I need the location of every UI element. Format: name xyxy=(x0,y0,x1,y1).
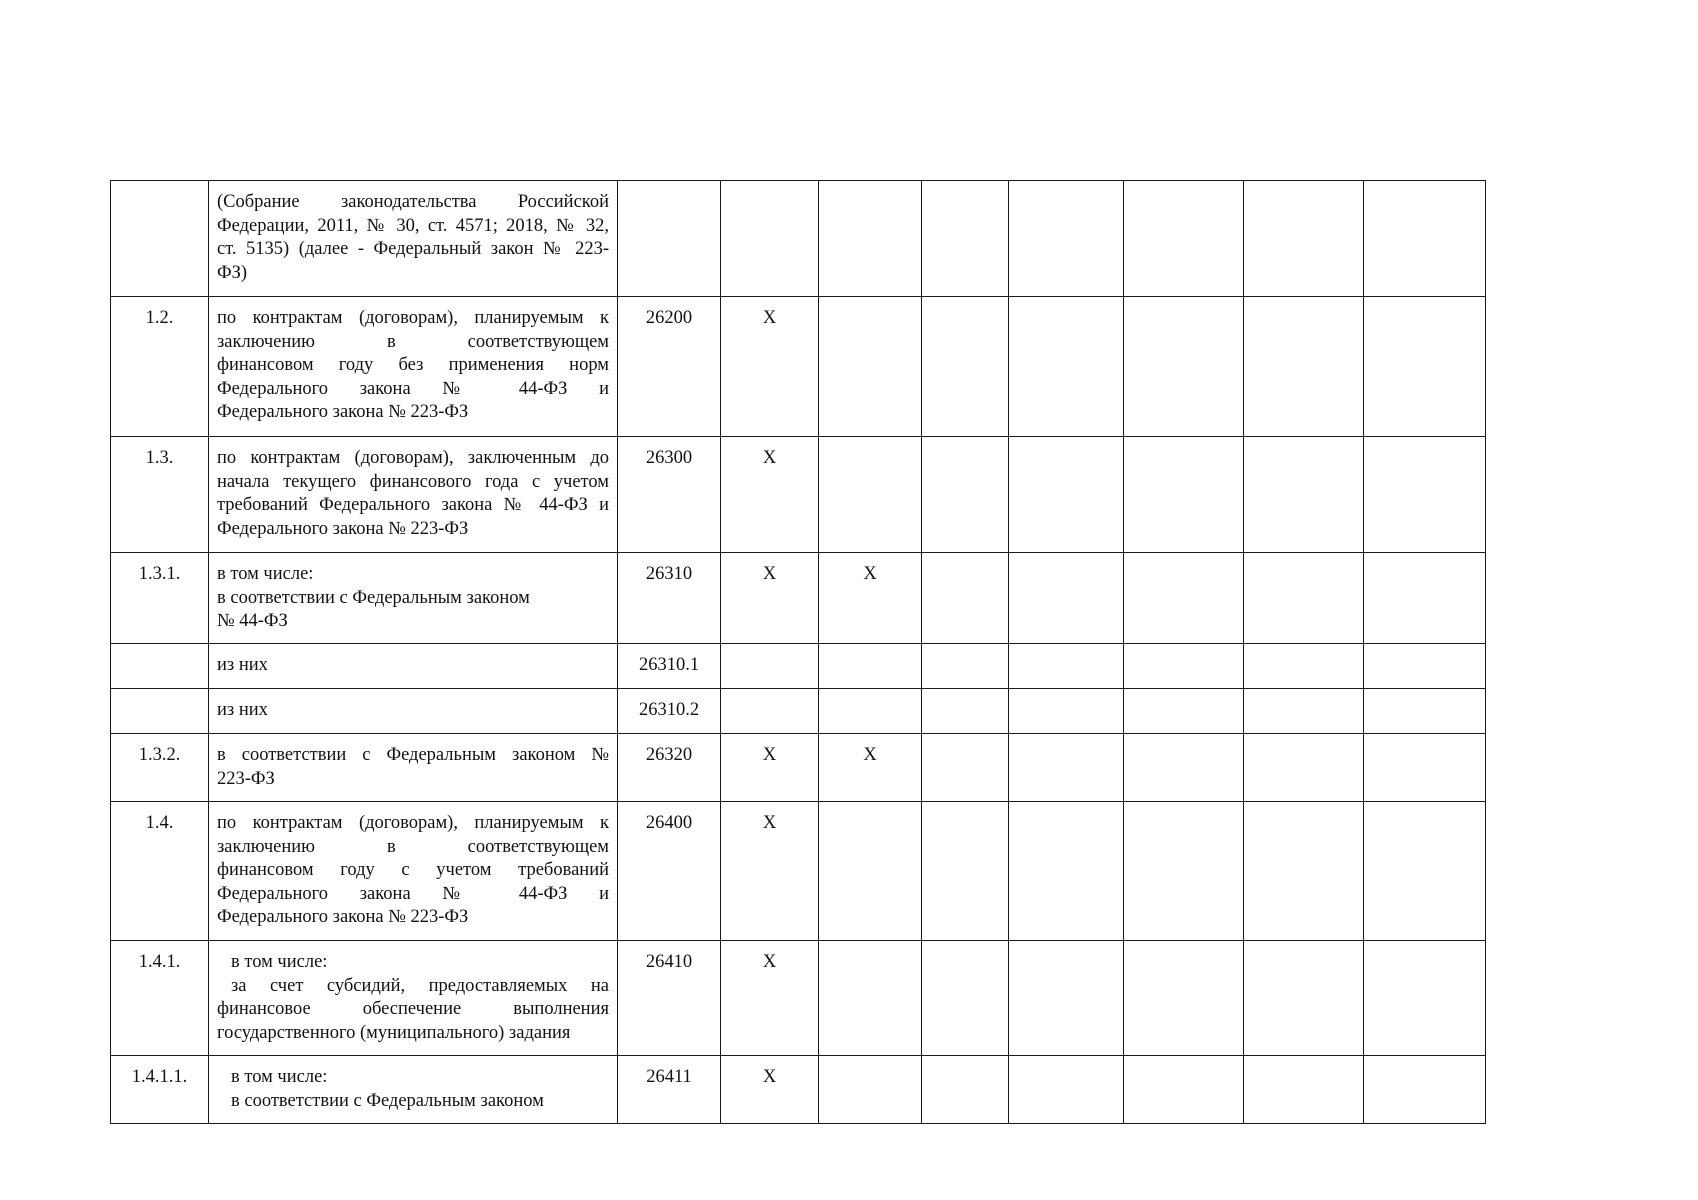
table-row xyxy=(111,297,1486,437)
table-row xyxy=(111,181,1486,297)
empty-cell xyxy=(1244,734,1364,802)
description-line: по контрактам (договорам), планируемым к xyxy=(217,308,609,328)
empty-cell xyxy=(922,553,1009,644)
empty-cell xyxy=(1009,689,1124,734)
description-line: начала текущего финансового года с учетом xyxy=(217,471,609,492)
table-row xyxy=(111,802,1486,941)
row-description xyxy=(209,644,618,689)
empty-cell xyxy=(922,437,1009,553)
description-line: (Собрание законодательства Российской xyxy=(217,192,609,212)
description-line: заключению в соответствующем xyxy=(217,331,609,352)
row-code: 26410 xyxy=(618,941,721,1056)
empty-cell xyxy=(1244,941,1364,1056)
empty-cell xyxy=(1364,941,1486,1056)
empty-cell xyxy=(1009,1056,1124,1124)
description-line: ФЗ) xyxy=(217,262,248,283)
description-line: ст. 5135) (далее - Федеральный закон № 223- xyxy=(217,239,609,259)
empty-cell xyxy=(1364,689,1486,734)
row-mark-2: X xyxy=(819,553,922,644)
row-mark-2 xyxy=(819,644,922,689)
empty-cell xyxy=(1364,644,1486,689)
empty-cell xyxy=(1244,437,1364,553)
empty-cell xyxy=(1124,553,1244,644)
row-mark-2 xyxy=(819,1056,922,1124)
row-number: 1.4.1. xyxy=(111,941,209,1056)
empty-cell xyxy=(1009,734,1124,802)
empty-cell xyxy=(1009,644,1124,689)
row-mark-1 xyxy=(721,689,819,734)
empty-cell xyxy=(1009,297,1124,437)
empty-cell xyxy=(1124,181,1244,297)
description-line: по контрактам (договорам), заключенным до xyxy=(217,448,609,468)
row-code: 26300 xyxy=(618,437,721,553)
empty-cell xyxy=(1124,941,1244,1056)
report-table xyxy=(110,180,1486,1124)
row-mark-1: X xyxy=(721,1056,819,1124)
description-line: № 44-ФЗ xyxy=(217,611,288,631)
empty-cell xyxy=(1244,689,1364,734)
row-mark-1: X xyxy=(721,734,819,802)
row-code: 26310.1 xyxy=(618,644,721,689)
row-description xyxy=(209,297,618,437)
empty-cell xyxy=(1009,802,1124,941)
row-code: 26310 xyxy=(618,553,721,644)
empty-cell xyxy=(1124,802,1244,941)
empty-cell xyxy=(922,297,1009,437)
row-mark-2 xyxy=(819,437,922,553)
description-line: Федерального закона № 223-ФЗ xyxy=(217,907,469,927)
row-code: 26320 xyxy=(618,734,721,802)
row-description xyxy=(209,1056,618,1124)
row-mark-1 xyxy=(721,181,819,297)
description-line: за счет субсидий, предоставляемых на xyxy=(231,975,609,996)
empty-cell xyxy=(1009,553,1124,644)
empty-cell xyxy=(1364,437,1486,553)
empty-cell xyxy=(1364,553,1486,644)
empty-cell xyxy=(1124,689,1244,734)
description-line: в том числе: xyxy=(231,1067,328,1087)
row-mark-1: X xyxy=(721,553,819,644)
empty-cell xyxy=(1124,734,1244,802)
empty-cell xyxy=(1124,644,1244,689)
row-description xyxy=(209,734,618,802)
description-line: финансовое обеспечение выполнения xyxy=(217,999,609,1019)
row-code: 26411 xyxy=(618,1056,721,1124)
table-row xyxy=(111,734,1486,802)
table-row xyxy=(111,644,1486,689)
row-mark-1: X xyxy=(721,437,819,553)
description-line: финансовом году с учетом требований xyxy=(217,860,609,880)
description-line: Федерального закона № 223-ФЗ xyxy=(217,518,469,539)
empty-cell xyxy=(1009,181,1124,297)
row-mark-1: X xyxy=(721,941,819,1056)
description-line: государственного (муниципального) задания xyxy=(217,1022,571,1043)
row-mark-2 xyxy=(819,181,922,297)
description-line: заключению в соответствующем xyxy=(217,836,609,857)
empty-cell xyxy=(922,689,1009,734)
empty-cell xyxy=(1009,941,1124,1056)
description-line: 223-ФЗ xyxy=(217,768,275,789)
empty-cell xyxy=(1244,553,1364,644)
table-row xyxy=(111,1056,1486,1124)
table-row xyxy=(111,437,1486,553)
row-code: 26310.2 xyxy=(618,689,721,734)
description-line: по контрактам (договорам), планируемым к xyxy=(217,813,609,833)
row-mark-1 xyxy=(721,644,819,689)
table-row xyxy=(111,689,1486,734)
empty-cell xyxy=(922,1056,1009,1124)
description-line: в том числе: xyxy=(217,564,314,584)
description-line: требований Федерального закона № 44-ФЗ и xyxy=(217,495,609,515)
row-number xyxy=(111,181,209,297)
row-mark-2: X xyxy=(819,734,922,802)
empty-cell xyxy=(922,802,1009,941)
row-description xyxy=(209,802,618,941)
row-number: 1.4. xyxy=(111,802,209,941)
empty-cell xyxy=(1244,802,1364,941)
empty-cell xyxy=(1364,181,1486,297)
empty-cell xyxy=(1124,1056,1244,1124)
empty-cell xyxy=(1244,181,1364,297)
empty-cell xyxy=(922,644,1009,689)
empty-cell xyxy=(1364,734,1486,802)
row-description xyxy=(209,941,618,1056)
row-number: 1.4.1.1. xyxy=(111,1056,209,1124)
row-code: 26200 xyxy=(618,297,721,437)
description-line: Федерального закона № 44-ФЗ и xyxy=(217,378,609,399)
empty-cell xyxy=(1244,297,1364,437)
row-mark-1: X xyxy=(721,297,819,437)
description-line: в том числе: xyxy=(231,952,328,972)
row-description xyxy=(209,689,618,734)
description-line: финансовом году без применения норм xyxy=(217,355,609,375)
description-line: в соответствии с Федеральным законом № xyxy=(217,745,609,765)
row-mark-2 xyxy=(819,802,922,941)
row-mark-2 xyxy=(819,689,922,734)
description-line: в соответствии с Федеральным законом xyxy=(217,587,530,608)
empty-cell xyxy=(922,181,1009,297)
row-number: 1.3.1. xyxy=(111,553,209,644)
row-number xyxy=(111,644,209,689)
row-description xyxy=(209,437,618,553)
row-code: 26400 xyxy=(618,802,721,941)
description-line: в соответствии с Федеральным законом xyxy=(231,1090,544,1111)
row-mark-2 xyxy=(819,941,922,1056)
empty-cell xyxy=(922,941,1009,1056)
row-number xyxy=(111,689,209,734)
empty-cell xyxy=(1124,297,1244,437)
description-line: Федерации, 2011, № 30, ст. 4571; 2018, № 32, xyxy=(217,215,609,236)
description-line: Федерального закона № 44-ФЗ и xyxy=(217,883,609,904)
row-description xyxy=(209,181,618,297)
row-description xyxy=(209,553,618,644)
row-number: 1.2. xyxy=(111,297,209,437)
description-line: из них xyxy=(217,655,268,675)
empty-cell xyxy=(1009,437,1124,553)
table-row xyxy=(111,553,1486,644)
row-mark-1: X xyxy=(721,802,819,941)
row-code xyxy=(618,181,721,297)
empty-cell xyxy=(1244,644,1364,689)
empty-cell xyxy=(922,734,1009,802)
row-number: 1.3.2. xyxy=(111,734,209,802)
empty-cell xyxy=(1124,437,1244,553)
row-number: 1.3. xyxy=(111,437,209,553)
empty-cell xyxy=(1244,1056,1364,1124)
empty-cell xyxy=(1364,1056,1486,1124)
description-line: Федерального закона № 223-ФЗ xyxy=(217,402,469,422)
empty-cell xyxy=(1364,802,1486,941)
description-line: из них xyxy=(217,700,268,720)
table-row xyxy=(111,941,1486,1056)
empty-cell xyxy=(1364,297,1486,437)
row-mark-2 xyxy=(819,297,922,437)
